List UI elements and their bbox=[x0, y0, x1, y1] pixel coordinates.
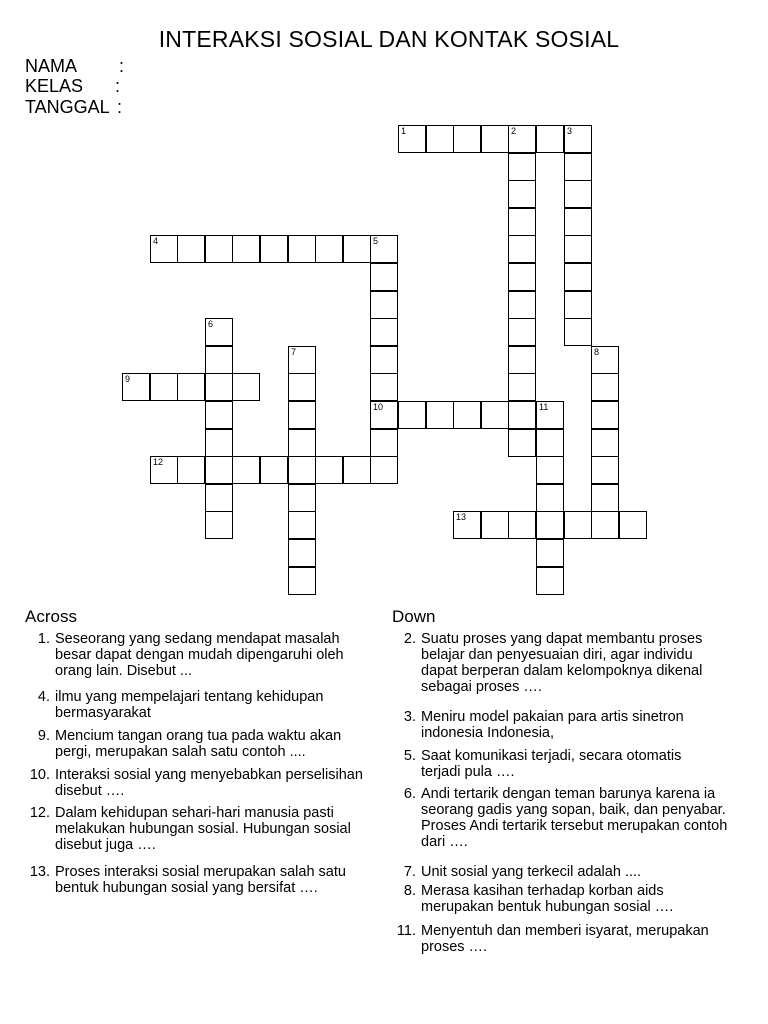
crossword-cell[interactable] bbox=[370, 263, 398, 291]
crossword-cell[interactable] bbox=[536, 429, 564, 457]
crossword-cell[interactable] bbox=[508, 235, 536, 263]
crossword-cell[interactable] bbox=[177, 235, 205, 263]
clue-text: Saat komunikasi terjadi, secara otomatis terjadi pula …. bbox=[421, 748, 682, 780]
crossword-cell[interactable] bbox=[536, 125, 564, 153]
crossword-cell[interactable] bbox=[453, 125, 481, 153]
clue-number: 3. bbox=[403, 709, 416, 725]
crossword-cell[interactable] bbox=[453, 511, 481, 539]
clue-number-label: 13 bbox=[456, 512, 467, 522]
crossword-cell[interactable] bbox=[591, 484, 619, 512]
class-colon: : bbox=[115, 76, 121, 96]
name-label: NAMA bbox=[25, 56, 78, 76]
crossword-cell[interactable] bbox=[370, 456, 398, 484]
crossword-cell[interactable] bbox=[508, 429, 536, 457]
crossword-cell[interactable] bbox=[370, 291, 398, 319]
name-colon: : bbox=[119, 56, 125, 76]
crossword-cell[interactable] bbox=[232, 235, 260, 263]
clue-text: ilmu yang mempelajari tentang kehidupan bermasyarakat bbox=[55, 689, 324, 721]
crossword-cell[interactable] bbox=[536, 484, 564, 512]
crossword-cell[interactable] bbox=[564, 318, 592, 346]
crossword-cell[interactable] bbox=[288, 456, 316, 484]
crossword-cell[interactable] bbox=[232, 373, 260, 401]
crossword-cell[interactable] bbox=[288, 567, 316, 595]
crossword-cell[interactable] bbox=[564, 208, 592, 236]
crossword-cell[interactable] bbox=[288, 373, 316, 401]
page-title: INTERAKSI SOSIAL DAN KONTAK SOSIAL bbox=[158, 26, 620, 52]
crossword-cell[interactable] bbox=[536, 456, 564, 484]
crossword-cell[interactable] bbox=[453, 401, 481, 429]
crossword-cell[interactable] bbox=[536, 539, 564, 567]
clue-number-label: 12 bbox=[153, 457, 164, 467]
crossword-cell[interactable] bbox=[564, 291, 592, 319]
crossword-cell[interactable] bbox=[508, 346, 536, 374]
crossword-cell[interactable] bbox=[288, 235, 316, 263]
crossword-cell[interactable] bbox=[564, 180, 592, 208]
crossword-cell[interactable] bbox=[343, 456, 371, 484]
crossword-cell[interactable] bbox=[315, 456, 343, 484]
crossword-cell[interactable] bbox=[150, 235, 178, 263]
crossword-cell[interactable] bbox=[536, 401, 564, 429]
clue-number-label: 9 bbox=[125, 374, 131, 384]
crossword-cell[interactable] bbox=[177, 373, 205, 401]
crossword-cell[interactable] bbox=[508, 180, 536, 208]
clue-text: Menyentuh dan memberi isyarat, merupakan proses …. bbox=[421, 923, 709, 955]
crossword-cell[interactable] bbox=[481, 401, 509, 429]
crossword-cell[interactable] bbox=[205, 429, 233, 457]
crossword-cell[interactable] bbox=[508, 373, 536, 401]
crossword-cell[interactable] bbox=[508, 511, 536, 539]
crossword-cell[interactable] bbox=[398, 125, 426, 153]
crossword-cell[interactable] bbox=[260, 456, 288, 484]
crossword-cell[interactable] bbox=[288, 484, 316, 512]
crossword-cell[interactable] bbox=[370, 401, 398, 429]
clue-number: 8. bbox=[403, 883, 416, 899]
crossword-cell[interactable] bbox=[370, 429, 398, 457]
clue-text: Mencium tangan orang tua pada waktu akan pergi, merupakan salah satu contoh .... bbox=[55, 728, 342, 760]
crossword-cell[interactable] bbox=[150, 373, 178, 401]
crossword-cell[interactable] bbox=[591, 429, 619, 457]
crossword-cell[interactable] bbox=[591, 511, 619, 539]
clue-number-label: 6 bbox=[208, 319, 214, 329]
crossword-cell[interactable] bbox=[591, 401, 619, 429]
clue-text: Meniru model pakaian para artis sinetron indonesia Indonesia, bbox=[421, 709, 684, 741]
crossword-cell[interactable] bbox=[426, 401, 454, 429]
crossword-cell[interactable] bbox=[398, 401, 426, 429]
crossword-cell[interactable] bbox=[370, 346, 398, 374]
clue-text: Suatu proses yang dapat membantu proses belajar dan penyesuaian diri, agar individu dapat berperan dalam kelompoknya dikenal sebagai proses …. bbox=[421, 631, 703, 695]
crossword-cell[interactable] bbox=[564, 511, 592, 539]
clue-number: 7. bbox=[403, 864, 416, 880]
clue-number: 6. bbox=[403, 786, 416, 802]
crossword-cell[interactable] bbox=[591, 373, 619, 401]
crossword-cell[interactable] bbox=[508, 208, 536, 236]
crossword-cell[interactable] bbox=[426, 125, 454, 153]
crossword-cell[interactable] bbox=[508, 263, 536, 291]
crossword-cell[interactable] bbox=[619, 511, 647, 539]
clue-number-label: 4 bbox=[153, 236, 159, 246]
crossword-cell[interactable] bbox=[508, 291, 536, 319]
crossword-cell[interactable] bbox=[288, 429, 316, 457]
crossword-cell[interactable] bbox=[205, 456, 233, 484]
crossword-cell[interactable] bbox=[370, 373, 398, 401]
crossword-cell[interactable] bbox=[150, 456, 178, 484]
down-heading: Down bbox=[392, 607, 436, 626]
clue-text: Proses interaksi sosial merupakan salah satu bentuk hubungan sosial yang bersifat …. bbox=[55, 864, 346, 896]
crossword-cell[interactable] bbox=[205, 318, 233, 346]
crossword-cell[interactable] bbox=[508, 153, 536, 181]
crossword-cell[interactable] bbox=[205, 235, 233, 263]
crossword-cell[interactable] bbox=[205, 346, 233, 374]
crossword-cell[interactable] bbox=[508, 125, 536, 153]
clue-number: 13. bbox=[29, 864, 50, 880]
class-label: KELAS bbox=[25, 76, 84, 96]
clue-number-label: 2 bbox=[511, 126, 517, 136]
clue-number: 9. bbox=[37, 728, 50, 744]
clue-text: Seseorang yang sedang mendapat masalah besar dapat dengan mudah dipengaruhi oleh orang lain. Disebut ... bbox=[55, 631, 344, 679]
clue-number-label: 8 bbox=[594, 347, 600, 357]
crossword-cell[interactable] bbox=[591, 456, 619, 484]
crossword-cell[interactable] bbox=[564, 263, 592, 291]
clue-number-label: 7 bbox=[291, 347, 297, 357]
clue-text: Merasa kasihan terhadap korban aids merupakan bentuk hubungan sosial …. bbox=[421, 883, 674, 915]
date-colon: : bbox=[117, 97, 123, 117]
clue-number-label: 5 bbox=[373, 236, 379, 246]
crossword-cell[interactable] bbox=[288, 539, 316, 567]
crossword-cell[interactable] bbox=[591, 346, 619, 374]
crossword-cell[interactable] bbox=[177, 456, 205, 484]
crossword-cell[interactable] bbox=[536, 567, 564, 595]
clue-number: 4. bbox=[37, 689, 50, 705]
crossword-cell[interactable] bbox=[536, 511, 564, 539]
crossword-cell[interactable] bbox=[205, 511, 233, 539]
crossword-cell[interactable] bbox=[508, 318, 536, 346]
crossword-cell[interactable] bbox=[122, 373, 150, 401]
clue-number: 11. bbox=[396, 923, 416, 939]
crossword-cell[interactable] bbox=[288, 346, 316, 374]
clue-number: 10. bbox=[29, 767, 50, 783]
clue-number: 1. bbox=[37, 631, 50, 647]
clue-number: 5. bbox=[403, 748, 416, 764]
crossword-cell[interactable] bbox=[508, 401, 536, 429]
clue-text: Interaksi sosial yang menyebabkan perselisihan disebut …. bbox=[55, 767, 363, 799]
crossword-cell[interactable] bbox=[564, 153, 592, 181]
crossword-cell[interactable] bbox=[481, 125, 509, 153]
crossword-cell[interactable] bbox=[481, 511, 509, 539]
clue-text: Dalam kehidupan sehari-hari manusia pasti melakukan hubungan sosial. Hubungan sosial disebut juga …. bbox=[55, 805, 351, 853]
across-heading: Across bbox=[25, 607, 77, 626]
crossword-cell[interactable] bbox=[315, 235, 343, 263]
clue-number-label: 3 bbox=[567, 126, 573, 136]
crossword-cell[interactable] bbox=[205, 484, 233, 512]
date-label: TANGGAL bbox=[25, 97, 110, 117]
clue-text: Andi tertarik dengan teman barunya karena ia seorang gadis yang sopan, baik, dan penyabar. Proses Andi tertarik tersebut merupakan contoh dari …. bbox=[421, 786, 728, 850]
crossword-cell[interactable] bbox=[260, 235, 288, 263]
clue-number: 2. bbox=[403, 631, 416, 647]
crossword-cell[interactable] bbox=[288, 511, 316, 539]
crossword-cell[interactable] bbox=[205, 373, 233, 401]
crossword-cell[interactable] bbox=[232, 456, 260, 484]
clue-number-label: 1 bbox=[401, 126, 407, 136]
clue-number: 12. bbox=[29, 805, 50, 821]
clue-text: Unit sosial yang terkecil adalah .... bbox=[421, 864, 642, 880]
clue-number-label: 10 bbox=[373, 402, 384, 412]
crossword-cell[interactable] bbox=[370, 235, 398, 263]
crossword-cell[interactable] bbox=[288, 401, 316, 429]
crossword-cell[interactable] bbox=[205, 401, 233, 429]
crossword-cell[interactable] bbox=[564, 235, 592, 263]
crossword-cell[interactable] bbox=[370, 318, 398, 346]
crossword-cell[interactable] bbox=[343, 235, 371, 263]
crossword-cell[interactable] bbox=[564, 125, 592, 153]
clue-number-label: 11 bbox=[539, 402, 549, 412]
